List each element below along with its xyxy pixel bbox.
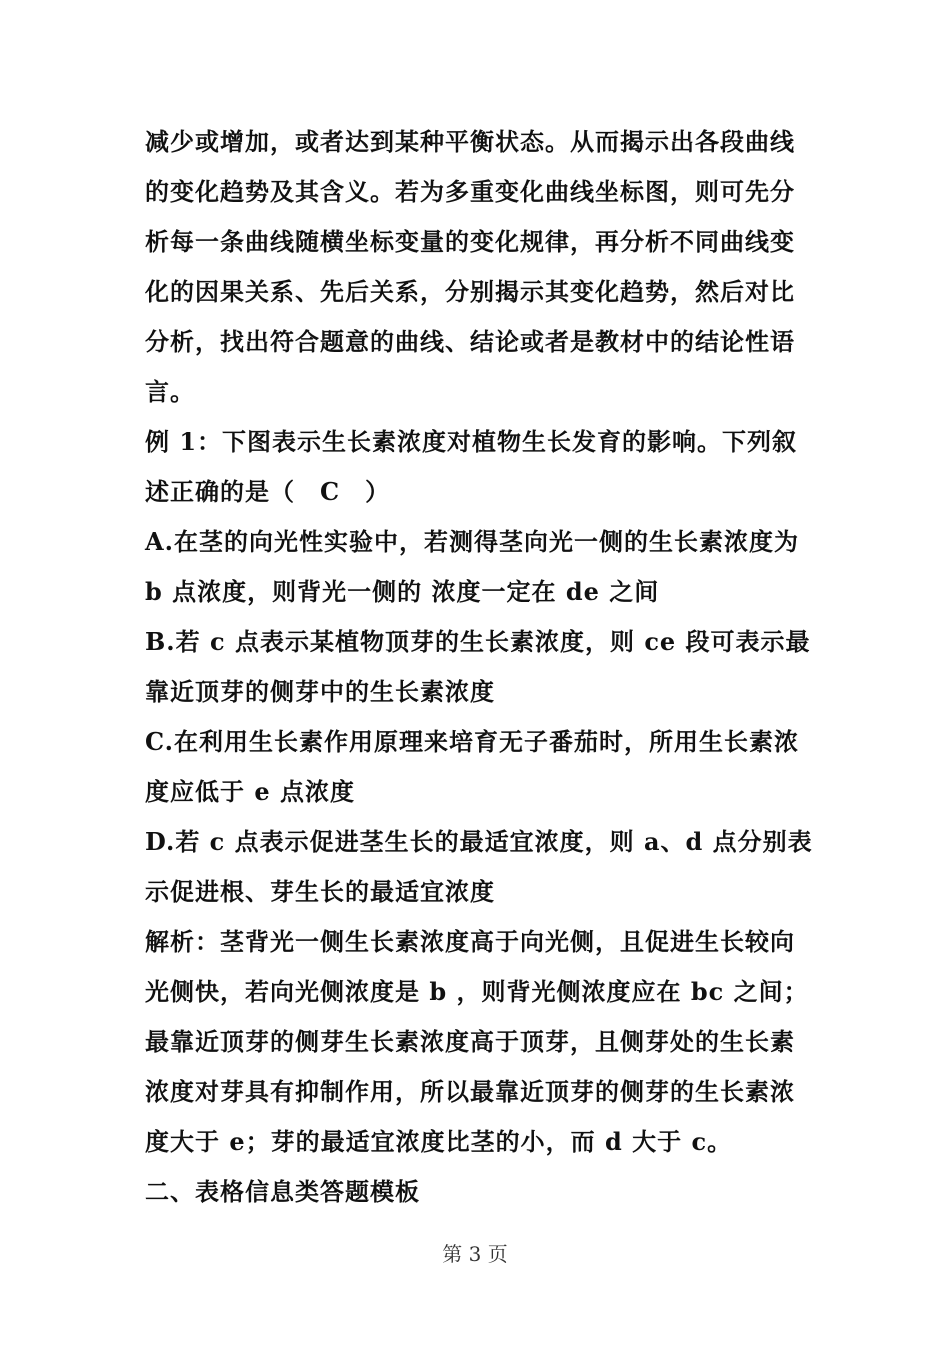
- question-line: 例 1：下图表示生长素浓度对植物生长发育的影响。下列叙: [145, 427, 798, 456]
- option-d: [145, 817, 813, 917]
- analysis-line: 光侧快，若向光侧浓度是 b ，则背光侧浓度应在 bc 之间；: [145, 977, 809, 1006]
- option-line: B.若 c 点表示某植物顶芽的生长素浓度，则 ce 段可表示最: [145, 627, 811, 656]
- option-line: C.在利用生长素作用原理来培育无子番茄时，所用生长素浓: [145, 727, 800, 756]
- text-line: 的变化趋势及其含义。若为多重变化曲线坐标图，则可先分: [145, 177, 795, 206]
- question-line: 述正确的是（ C ）: [145, 477, 391, 506]
- analysis-line: 最靠近顶芽的侧芽生长素浓度高于顶芽，且侧芽处的生长素: [145, 1027, 795, 1056]
- section-heading: 二、表格信息类答题模板: [145, 1177, 420, 1206]
- analysis-line: 度大于 e；芽的最适宜浓度比茎的小，而 d 大于 c。: [145, 1127, 733, 1156]
- text-line: 减少或增加，或者达到某种平衡状态。从而揭示出各段曲线: [145, 127, 795, 156]
- option-a: [145, 517, 807, 617]
- option-b: [145, 617, 811, 717]
- option-line: A.在茎的向光性实验中，若测得茎向光一侧的生长素浓度为: [145, 527, 799, 556]
- option-line: 靠近顶芽的侧芽中的生长素浓度: [145, 677, 495, 706]
- option-line: D.若 c 点表示促进茎生长的最适宜浓度，则 a、d 点分别表: [145, 827, 813, 856]
- text-line: 分析，找出符合题意的曲线、结论或者是教材中的结论性语: [145, 327, 795, 356]
- text-line: 言。: [145, 377, 195, 406]
- example-question: [145, 417, 807, 517]
- option-c: [145, 717, 807, 817]
- analysis-line: 解析：茎背光一侧生长素浓度高于向光侧，且促进生长较向: [145, 927, 795, 956]
- page-content: [145, 117, 813, 1217]
- option-line: 度应低于 e 点浓度: [145, 777, 355, 806]
- analysis-paragraph: [145, 917, 807, 1167]
- intro-paragraph: [145, 117, 807, 417]
- page-number: 第 3 页: [442, 1242, 508, 1266]
- option-line: b 点浓度，则背光一侧的 浓度一定在 de 之间: [145, 577, 660, 606]
- text-line: 化的因果关系、先后关系，分别揭示其变化趋势，然后对比: [145, 277, 795, 306]
- option-line: 示促进根、芽生长的最适宜浓度: [145, 877, 495, 906]
- analysis-line: 浓度对芽具有抑制作用，所以最靠近顶芽的侧芽的生长素浓: [145, 1077, 795, 1106]
- text-line: 析每一条曲线随横坐标变量的变化规律，再分析不同曲线变: [145, 227, 795, 256]
